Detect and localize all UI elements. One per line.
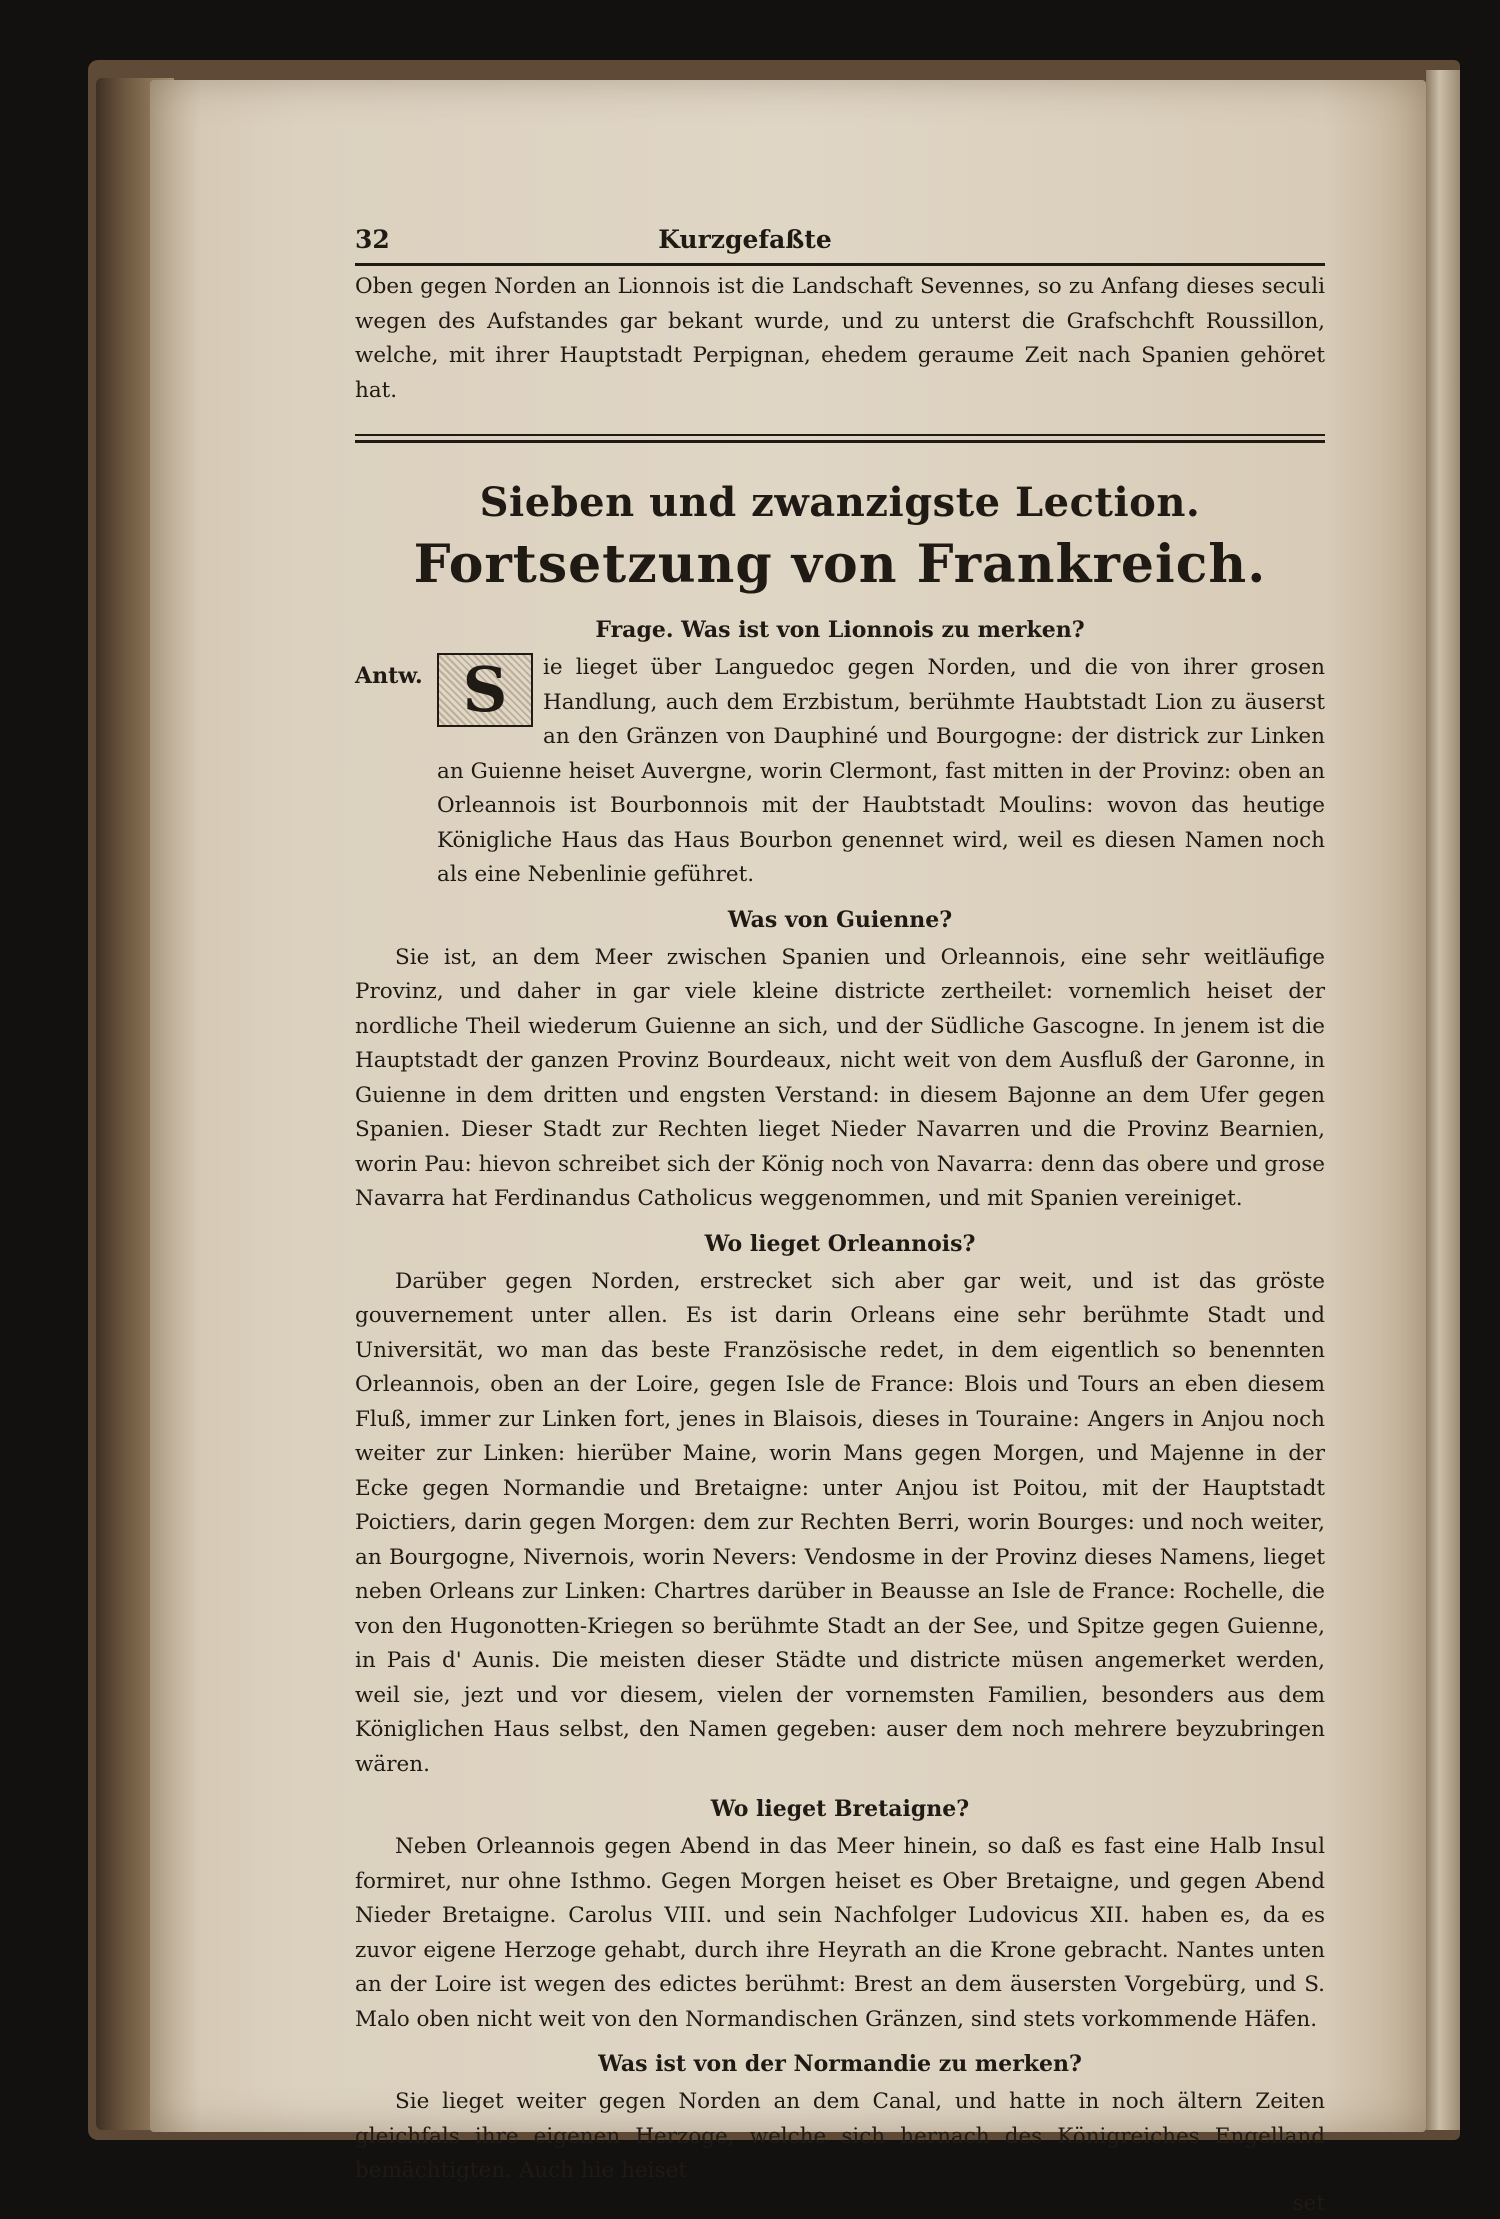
catchword: set (1292, 2190, 1325, 2216)
answer-text: Sie lieget weiter gegen Norden an dem Canal, und hatte in noch ältern Zeiten gleichfals ihre eigenen Herzoge, welche sich hernach des Königreiches Engelland bemächtigten. Auch hie heiset (355, 2089, 1325, 2183)
answer-text: Sie ist, an dem Meer zwischen Spanien und Orleannois, eine sehr weitläufige Provinz, und daher in gar viele kleine districte zertheilet: vornemlich heiset der nordliche Theil wiederum Guienne an sich, und der Südliche Gascogne. In jenem ist die Hauptstadt der ganzen Provinz Bourdeaux, nicht weit von dem Ausfluß der Garonne, in Guienne in dem dritten und engsten Verstand: in diesem Bajonne an dem Ufer gegen Spanien. Dieser Stadt zur Rechten lieget Nieder Navarren und die Provinz Bearnien, worin Pau: hievon schreibet sich der König noch von Navarra: denn das obere und grose Navarra hat Ferdinandus Catholicus weggenommen, und mit Spanien vereiniget. (355, 944, 1325, 1211)
page-content (355, 225, 1325, 2219)
answer-text-body: ie lieget über Languedoc gegen Norden, und die von ihrer grosen Handlung, auch dem Erzbistum, berühmte Haubtstadt Lion zu äuserst an den Gränzen von Dauphiné und Bourgogne: der districk zur Linken an Guienne heiset Auvergne, worin Clermont, fast mitten in der Provinz: oben an Orleannois ist Bourbonnois mit der Haubtstadt Moulins: wovon das heutige Königliche Haus das Haus Bourbon genennet wird, weil es diesen Namen noch als eine Nebenlinie geführet. (437, 655, 1325, 887)
question-heading: Was ist von der Normandie zu merken? (598, 2051, 1082, 2077)
answer-block (355, 651, 1325, 893)
main-title: Fortsetzung von Frankreich. (413, 534, 1267, 595)
lection-title: Sieben und zwanzigste Lection. (479, 479, 1201, 526)
answer-text (437, 651, 1325, 893)
header-rule (355, 263, 1325, 266)
question-heading: Wo lieget Bretaigne? (710, 1796, 970, 1822)
question-heading: Frage. Was ist von Lionnois zu merken? (595, 617, 1085, 643)
section-divider (355, 434, 1325, 443)
answer-text: Darüber gegen Norden, erstrecket sich aber gar weit, und ist das gröste gouvernement unter allen. Es ist darin Orleans eine sehr berühmte Stadt und Universität, wo man das beste Französische redet, in dem eigentlich so benennten Orleannois, oben an der Loire, gegen Isle de France: Blois und Tours an eben diesem Fluß, immer zur Linken fort, jenes in Blaisois, dieses in Touraine: Angers in Anjou noch weiter zur Linken: hierüber Maine, worin Mans gegen Morgen, und Majenne in der Ecke gegen Normandie und Bretaigne: unter Anjou ist Poitou, mit der Hauptstadt Poictiers, darin gegen Morgen: dem zur Rechten Berri, worin Bourges: und noch weiter, an Bourgogne, Nivernois, worin Nevers: Vendosme in der Provinz dieses Namens, lieget neben Orleans zur Linken: Chartres darüber in Beausse an Isle de France: Rochelle, die von den Hugonotten-Kriegen so berühmte Stadt an der See, und Spitze gegen Guienne, in Pais d' Aunis. Die meisten dieser Städte und districte müsen angemerket werden, weil sie, jezt und vor diesem, vielen der vornemsten Familien, besonders aus dem Königlichen Haus selbst, den Namen gegeben: auser dem noch mehrere beyzubringen wären. (355, 1268, 1325, 1777)
top-paragraph: Oben gegen Norden an Lionnois ist die Landschaft Sevennes, so zu Anfang dieses seculi wegen des Aufstandes gar bekant wurde, und zu unterst die Grafschchft Roussillon, welche, mit ihrer Hauptstadt Perpignan, ehedem geraume Zeit nach Spanien gehöret hat. (355, 274, 1325, 403)
dropcap-initial: S (437, 653, 533, 727)
page-number: 32 (355, 225, 390, 254)
running-head: Kurzgefaßte (658, 225, 832, 254)
answer-label: Antw. (355, 663, 423, 689)
question-heading: Was von Guienne? (727, 906, 953, 933)
answer-text: Neben Orleannois gegen Abend in das Meer hinein, so daß es fast eine Halb Insul formiret, nur ohne Isthmo. Gegen Morgen heiset es Ober Bretaigne, und gegen Abend Nieder Bretaigne. Carolus VIII. und sein Nachfolger Ludovicus XII. haben es, da es zuvor eigene Herzoge gehabt, durch ihre Heyrath an die Krone gebracht. Nantes unten an der Loire ist wegen des edictes berühmt: Brest an dem äusersten Vorgebürg, und S. Malo oben nicht weit von den Normandischen Gränzen, sind stets vorkommende Häfen. (355, 1834, 1325, 2032)
next-page-edge (1426, 70, 1460, 2130)
question-heading: Wo lieget Orleannois? (704, 1230, 976, 1257)
page-header (355, 225, 1325, 259)
